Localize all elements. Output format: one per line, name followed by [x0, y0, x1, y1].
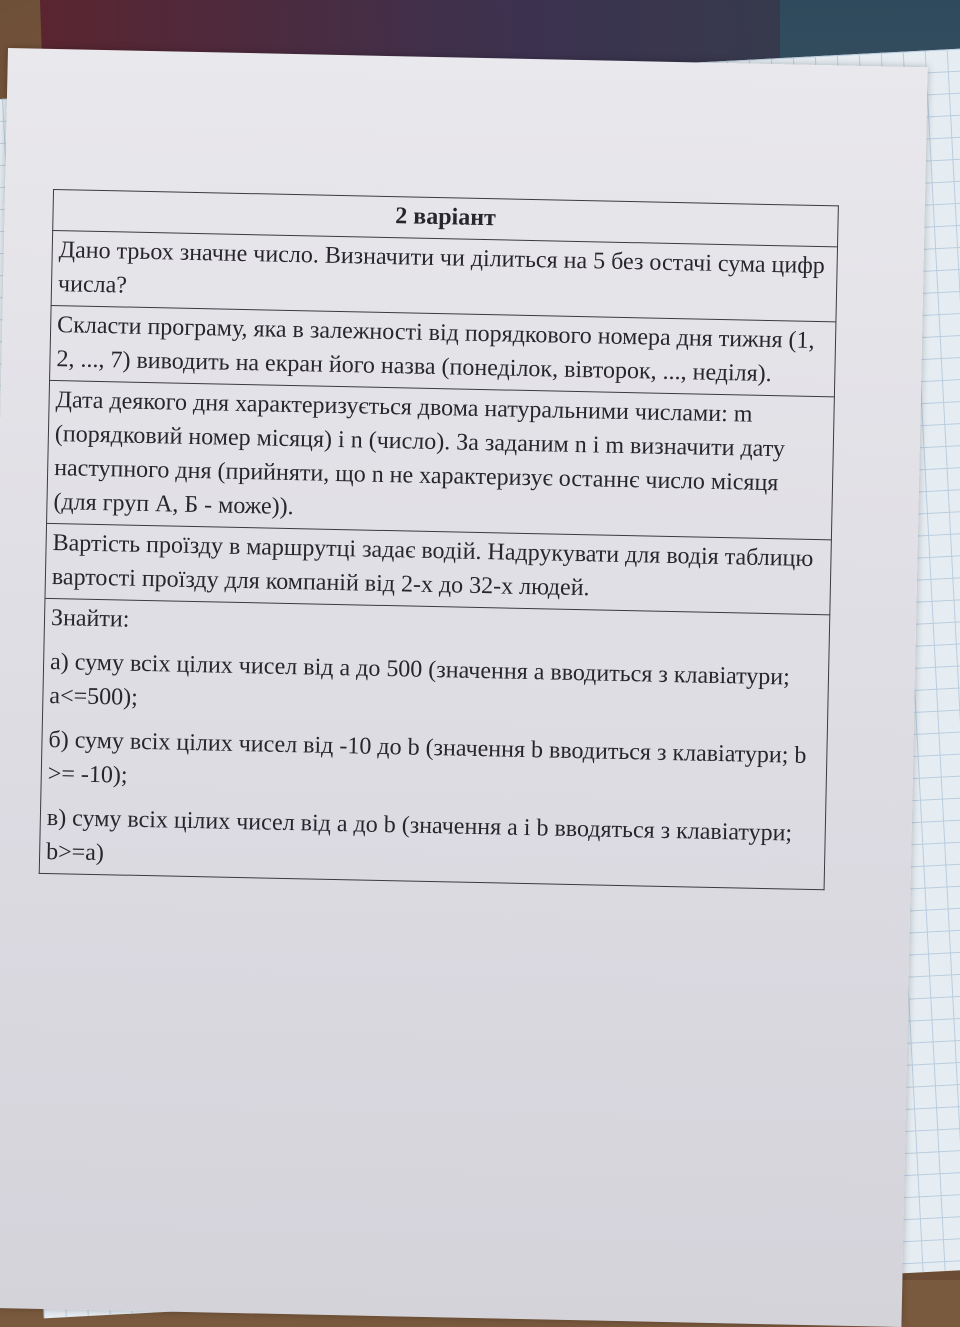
table-row [39, 598, 830, 889]
find-item-c: в) суму всіх цілих чисел від a до b (значення a і b вводяться з клавіатури; b>=a) [45, 804, 793, 867]
task-2-text: Скласти програму, яка в залежності від порядкового номера дня тижня (1, 2, ..., 7) виводить на екран його назва (понеділок, вівторок, ..., неділя). [50, 305, 836, 396]
find-item-a: а) суму всіх цілих чисел від a до 500 (значення a вводиться з клавіатури; a<=500); [49, 649, 791, 711]
task-3-text: Дата деякого дня характеризується двома натуральними числами: m (порядковий номер місяця) і n (число). За заданим n і m визначити дату наступного дня (прийняти, що n не характеризує останнє число місяця (для груп А, Б - може)). [47, 380, 835, 539]
task-5-cell [39, 598, 830, 889]
find-title: Знайти: [50, 605, 130, 633]
table-row [47, 380, 835, 539]
assignment-table [39, 189, 839, 890]
find-item-b: б) суму всіх цілих чисел від -10 до b (значення b вводиться з клавіатури; b >= -10); [47, 727, 807, 789]
assignment-area [39, 189, 839, 890]
printed-sheet [0, 48, 928, 1327]
variant-title: 2 варіант [53, 189, 839, 246]
task-4-text: Вартість проїзду в маршрутці задає водій. Надрукувати для водія таблицю вартості проїзду для компаній від 2-х до 32-х людей. [45, 523, 831, 614]
task-1-text: Дано трьох значне число. Визначити чи ділиться на 5 без остачі сума цифр числа? [51, 230, 837, 321]
